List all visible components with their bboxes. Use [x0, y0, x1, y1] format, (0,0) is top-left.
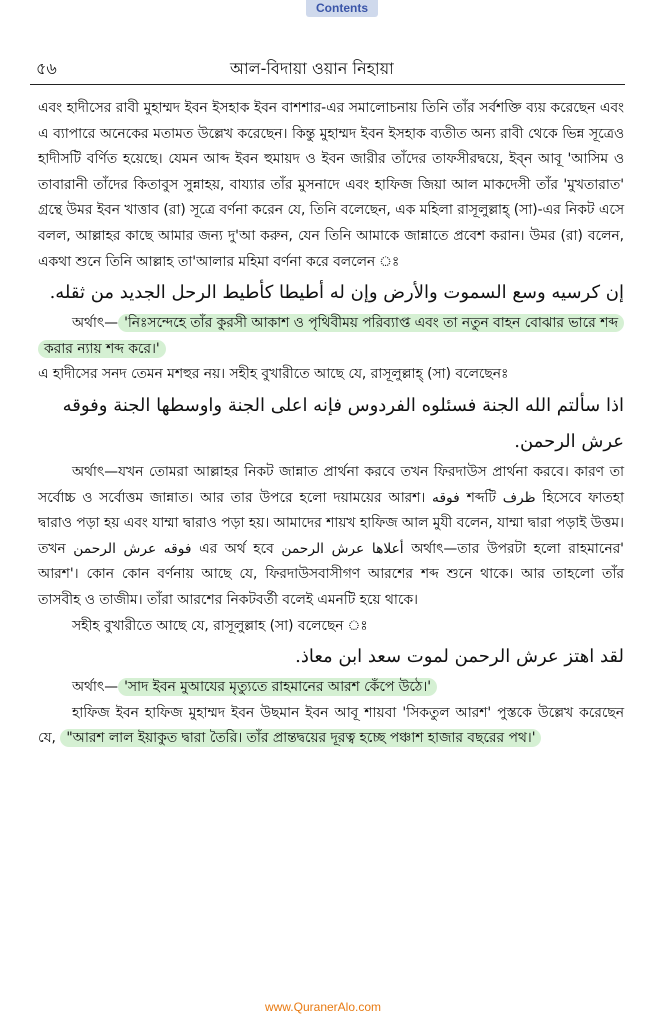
- highlight-translation-1: 'নিঃসন্দেহে তাঁর কুরসী আকাশ ও পৃথিবীময় পরিব্যাপ্ত এবং তা নতুন বাহন বোঝার ভারে শব্দ করার ন্যায় শব্দ করে।': [38, 314, 624, 358]
- header-rule: [30, 84, 625, 85]
- paragraph-1: এবং হাদীসের রাবী মুহাম্মদ ইবন ইসহাক ইবন বাশশার-এর সমালোচনায় তিনি তাঁর সর্বশক্তি ব্যয় করেছেন এবং এ ব্যাপারে অনেকের মতামত উল্লেখ করেছেন। কিন্তু মুহাম্মদ ইবন ইসহাক ব্যতীত অন্য রাবী থেকে ভিন্ন সূত্রেও হাদীসটি বর্ণিত হয়েছে। যেমন আব্দ ইবন হুমায়দ ও ইবন জারীর তাঁদের তাফসীরদ্বয়ে, ইব্ন আবূ 'আসিম ও তাবারানী তাঁদের কিতাবুস সুন্নাহয়, বায্যার তাঁর মুসনাদে এবং হাফিজ জিয়া আল মাকদেসী তাঁর 'মুখতারাত' গ্রন্থে উমর ইবন খাত্তাব (রা) সূত্রে বর্ণনা করেন যে, তিনি বলেছেন, এক মহিলা রাসূলুল্লাহ্ (সা)-এর নিকট এসে বলল, আল্লাহর কাছে আমার জন্য দু'আ করুন, যেন তিনি আমাকে জান্নাতে প্রবেশ করান। উমর (রা) বলেন, একথা শুনে তিনি আল্লাহ তা'আলার মহিমা বর্ণনা করে বললেন ঃ: [38, 100, 624, 270]
- paragraph-7: [38, 701, 624, 752]
- running-title: আল-বিদায়া ওয়ান নিহায়া: [230, 59, 394, 78]
- paragraph-5: সহীহ বুখারীতে আছে যে, রাসূলুল্লাহ (সা) বলেছেন ঃ: [72, 617, 368, 634]
- contents-link[interactable]: Contents: [306, 0, 378, 17]
- translation-label: অর্থাৎ—: [72, 679, 119, 696]
- translation-label: অর্থাৎ—: [72, 315, 119, 332]
- page-number: ৫৬: [36, 59, 57, 78]
- translation-1: [38, 311, 624, 362]
- arabic-quote-3: لقد اهتز عرش الرحمن لموت سعد ابن معاذ.: [295, 646, 624, 668]
- arabic-quote-2: اذا سألتم الله الجنة فسئلوه الفردوس فإنه اعلى الجنة واوسطها الجنة وفوقه عرش الرحمن.: [62, 394, 624, 452]
- footer-site-link[interactable]: www.QuranerAlo.com: [264, 1000, 382, 1014]
- paragraph-4: অর্থাৎ—যখন তোমরা আল্লাহর নিকট জান্নাত প্রার্থনা করবে তখন ফিরদাউস প্রার্থনা করবে। কারণ তা সর্বোচ্চ ও সর্বোত্তম জান্নাত। আর তার উপরে হলো দয়াময়ের আরশ। فوقه শব্দটি ظرف হিসেবে ফাতহা দ্বারাও পড়া হয় এবং যাম্মা দ্বারাও পড়া হয়। আমাদের শায়খ হাফিজ আল মুযী বলেন, যাম্মা দ্বারা পড়াই উত্তম। তখন فوقه عرش الرحمن এর অর্থ হবে أعلاها عرش الرحمن অর্থাৎ—তার উপরটা হলো রাহমানের' আরশ'। কোন কোন বর্ণনায় আছে যে, ফিরদাউসবাসীগণ আরশের শব্দ শুনে থাকে। আর তাহলো তাঁর তাসবীহ ও তাজীম। তাঁরা আরশের নিকটবর্তী বলেই এমনটি হয়ে থাকে।: [38, 463, 624, 608]
- translation-2: [38, 675, 624, 701]
- highlight-quote-3: "আরশ লাল ইয়াকুত দ্বারা তৈরি। তাঁর প্রান্তদ্বয়ের দূরত্ব হচ্ছে পঞ্চাশ হাজার বছরের পথ।': [60, 729, 541, 747]
- highlight-translation-2: 'সাদ ইবন মুআযের মৃত্যুতে রাহমানের আরশ কেঁপে উঠে।': [118, 678, 437, 696]
- page-body: [38, 96, 624, 752]
- paragraph-3: এ হাদীসের সনদ তেমন মশহুর নয়। সহীহ বুখারীতে আছে যে, রাসূলুল্লাহ্ (সা) বলেছেনঃ: [38, 366, 509, 383]
- paragraph-7-text: হাফিজ ইবন হাফিজ মুহাম্মদ ইবন উছমান ইবন আবূ শায়বা 'সিকতুল আরশ' পুস্তকে উল্লেখ করেছেন যে,: [38, 704, 624, 747]
- arabic-quote-1: إن كرسيه وسع السموت والأرض وإن له أطيطا كأطيط الرحل الجديد من ثقله.: [49, 282, 624, 304]
